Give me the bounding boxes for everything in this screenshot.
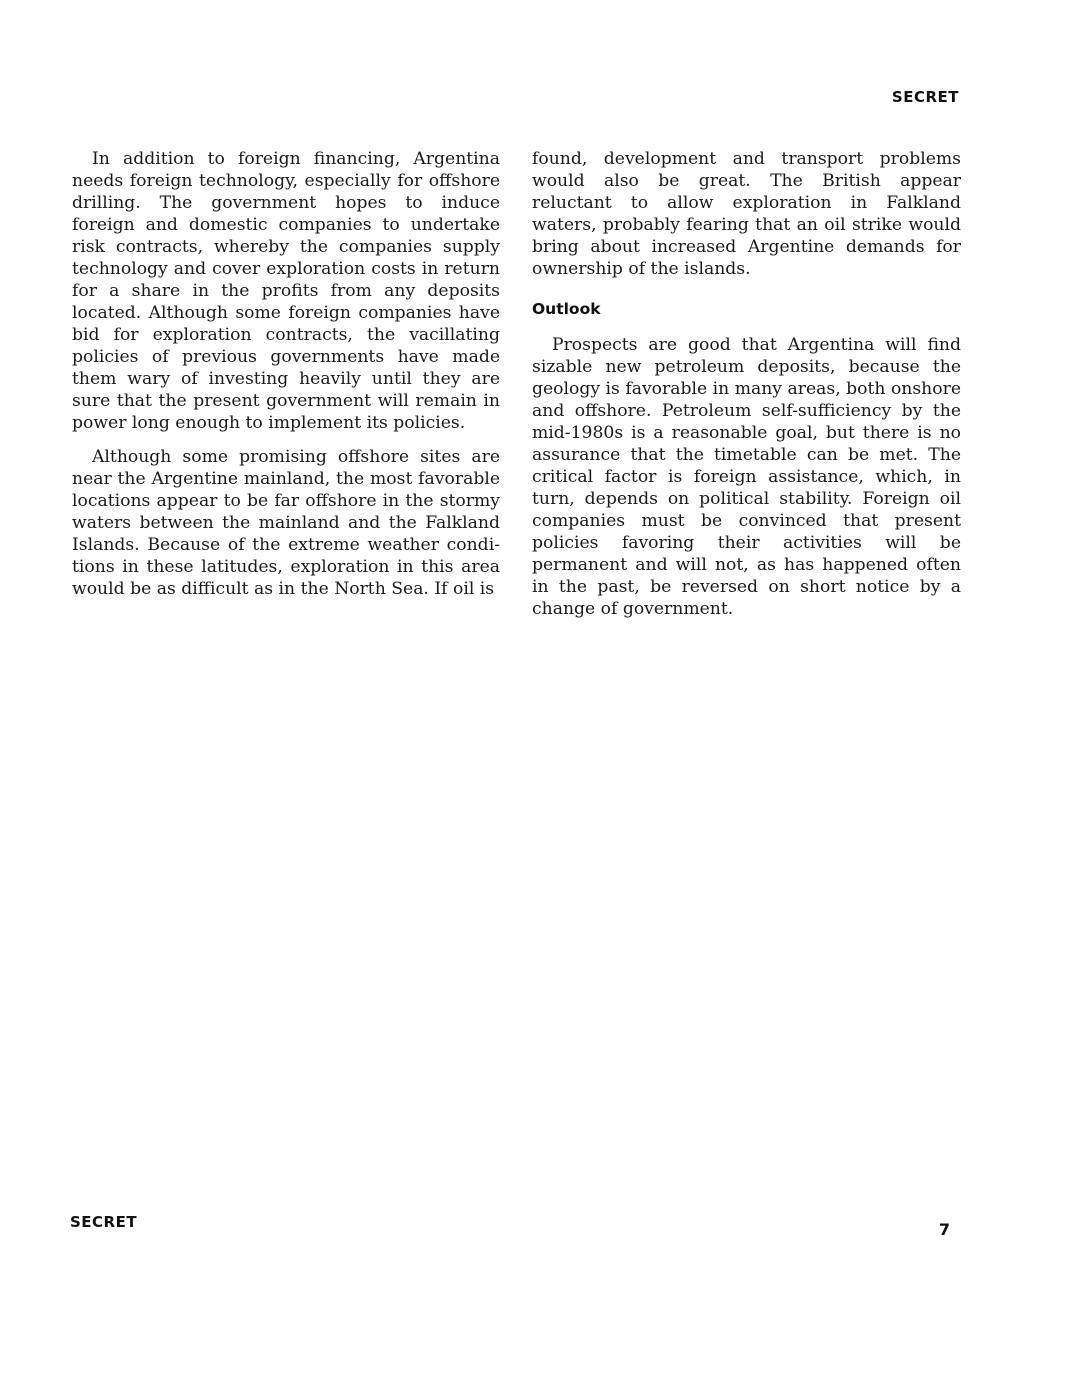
paragraph-outlook: Prospects are good that Argentina will find sizable new petroleum deposits, because the geology is favorable in many areas, both onshore and offshore. Petroleum self-sufficiency by the mid-1980s is a reasonable goal, but there is no assurance that the timetable can be met. The critical factor is foreign assistance, which, in turn, depends on political stability. Foreign oil companies must be convinced that present policies favoring their activities will be permanent and will not, as has happened often in the past, be reversed on short notice by a change of government. [532, 335, 961, 619]
left-text-column [72, 148, 500, 612]
paragraph-offshore-sites: Although some promising offshore sites are near the Argentine mainland, the most favorable locations appear to be far offshore in the stormy waters between the mainland and the Falkland Islands. Because of the extreme weather conditions in these latitudes, exploration in this area would be as difficult as in the North Sea. If oil is [72, 447, 500, 599]
right-text-column [532, 148, 961, 632]
section-heading-outlook: Outlook [532, 300, 601, 318]
header-classification-marking: SECRET [891, 88, 959, 106]
paragraph-foreign-technology: In addition to foreign financing, Argentina needs foreign technology, especially for offshore drilling. The government hopes to induce foreign and domestic companies to undertake risk contracts, whereby the companies supply technology and cover exploration costs in return for a share in the profits from any deposits located. Although some foreign companies have bid for exploration contracts, the vacillating policies of previous governments have made them wary of investing heavily until they are sure that the present government will remain in power long enough to implement its policies. [72, 149, 500, 433]
paragraph-continuation: found, development and transport problems would also be great. The British appear reluctant to allow exploration in Falkland waters, probably fearing that an oil strike would bring about increased Argentine demands for ownership of the islands. [532, 149, 961, 279]
page-number: 7 [938, 1220, 950, 1239]
footer-classification-marking: SECRET [70, 1213, 138, 1231]
